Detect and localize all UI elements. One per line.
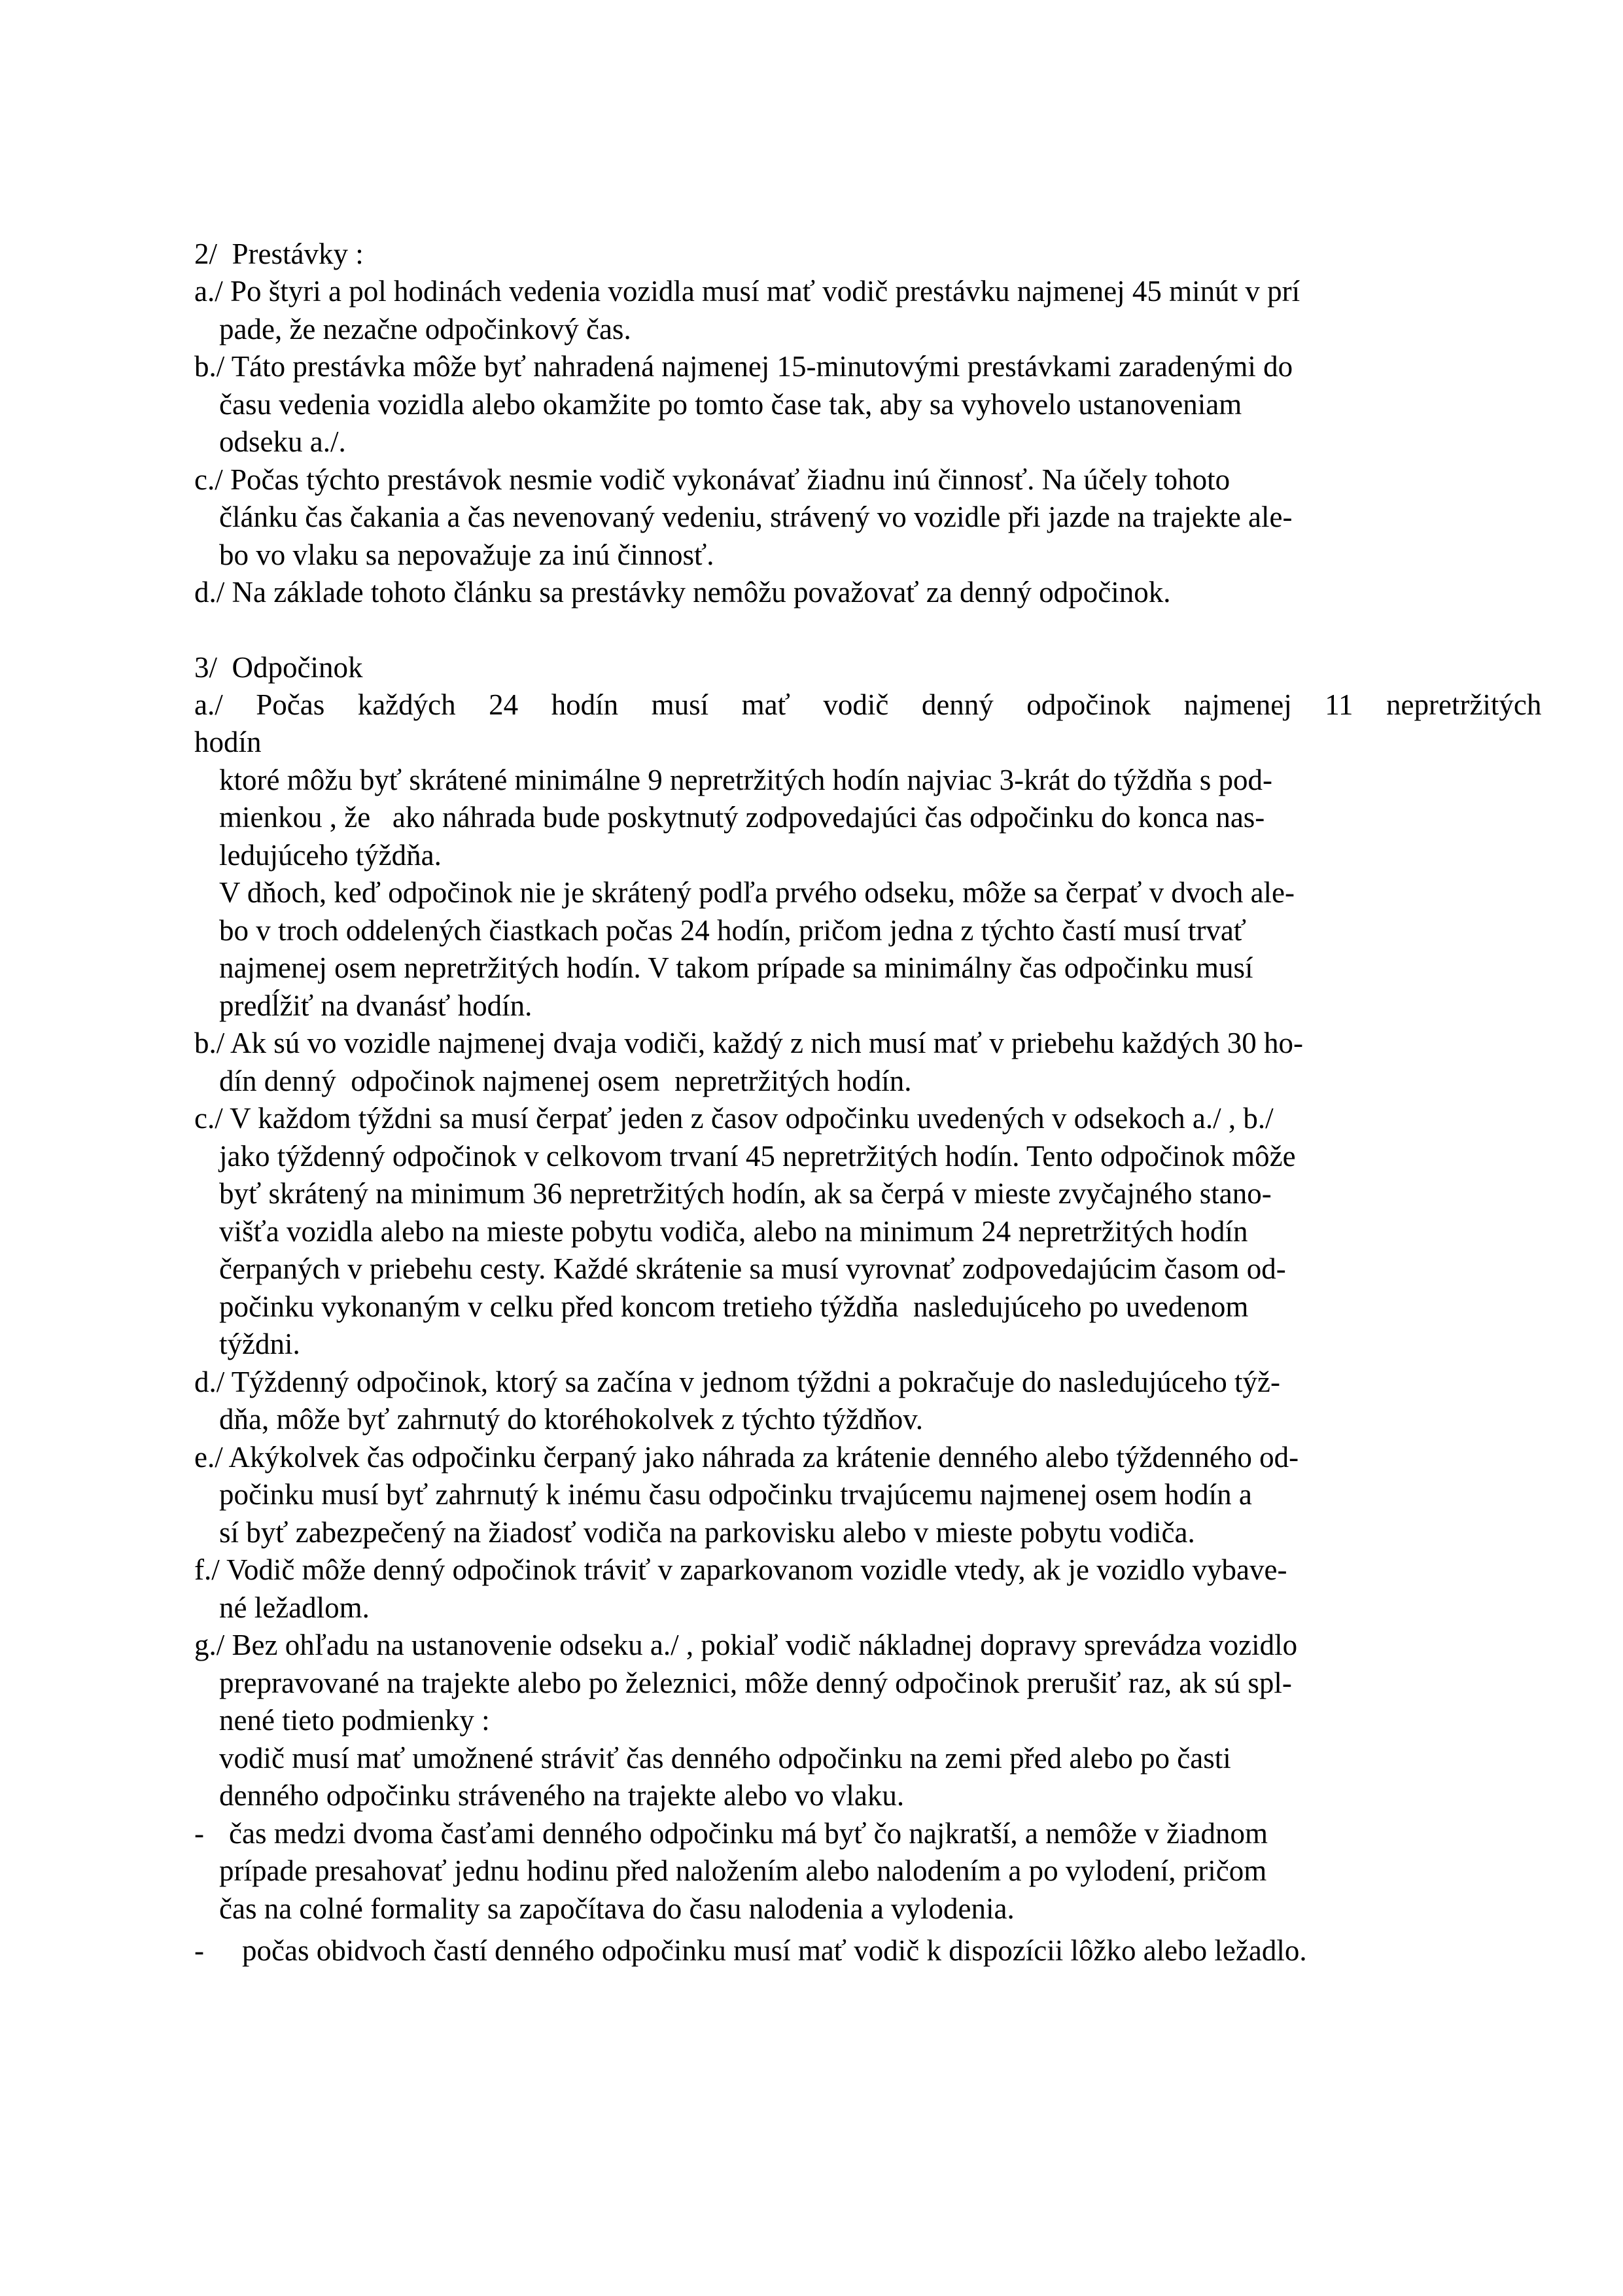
- paragraph-line: b./ Ak sú vo vozidle najmenej dvaja vodiči, každý z nich musí mať v priebehu každých 30 ho-: [194, 1027, 1304, 1059]
- bullet-line: čas na colné formality sa započítava do času nalodenia a vylodenia.: [219, 1892, 1015, 1925]
- paragraph-line: počinku vykonaným v celku před koncom tretieho týždňa nasledujúceho po uvedenom: [219, 1290, 1249, 1323]
- bullet-line: počas obidvoch častí denného odpočinku musí mať vodič k dispozícii lôžko alebo ležadlo.: [242, 1934, 1307, 1967]
- paragraph-line: najmenej osem nepretržitých hodín. V takom prípade sa minimálny čas odpočinku musí: [219, 951, 1253, 984]
- paragraph-line: nené tieto podmienky :: [219, 1704, 490, 1737]
- paragraph-line: jako týždenný odpočinok v celkovom trvaní 45 nepretržitých hodín. Tento odpočinok môže: [219, 1140, 1296, 1173]
- paragraph-line: né ležadlom.: [219, 1591, 370, 1624]
- paragraph-line: višťa vozidla alebo na mieste pobytu vodiča, alebo na minimum 24 nepretržitých hodín: [219, 1215, 1248, 1248]
- paragraph-line: mienkou , že ako náhrada bude poskytnutý zodpovedajúci čas odpočinku do konca nas-: [219, 801, 1265, 834]
- paragraph-line: bo v troch oddelených čiastkach počas 24 hodín, pričom jedna z týchto častí musí trvať: [219, 914, 1247, 947]
- paragraph-line: dín denný odpočinok najmenej osem nepretržitých hodín.: [219, 1065, 912, 1097]
- section-heading-odpocinok: 3/ Odpočinok: [194, 651, 363, 684]
- paragraph-line: a./ Po štyri a pol hodinách vedenia vozidla musí mať vodič prestávku najmenej 45 minút v prí: [194, 275, 1300, 308]
- paragraph-line: ktoré môžu byť skrátené minimálne 9 nepretržitých hodín najviac 3-krát do týždňa s pod-: [219, 764, 1272, 796]
- paragraph-line: V dňoch, keď odpočinok nie je skrátený podľa prvého odseku, môže sa čerpať v dvoch ale-: [219, 876, 1295, 909]
- paragraph-line: e./ Akýkolvek čas odpočinku čerpaný jako náhrada za krátenie denného alebo týždenného od-: [194, 1441, 1299, 1474]
- paragraph-line: denného odpočinku stráveného na trajekte alebo vo vlaku.: [219, 1779, 905, 1812]
- paragraph-line: počinku musí byť zahrnutý k inému času odpočinku trvajúcemu najmenej osem hodín a: [219, 1478, 1252, 1511]
- paragraph-line: času vedenia vozidla alebo okamžite po tomto čase tak, aby sa vyhovelo ustanoveniam: [219, 388, 1242, 421]
- paragraph-line: d./ Na základe tohoto článku sa prestávky nemôžu považovať za denný odpočinok.: [194, 576, 1171, 609]
- paragraph-line: c./ Počas týchto prestávok nesmie vodič vykonávať žiadnu inú činnosť. Na účely tohoto: [194, 463, 1230, 496]
- paragraph-line: c./ V každom týždni sa musí čerpať jeden z časov odpočinku uvedených v odsekoch a./ , b./: [194, 1102, 1274, 1135]
- section-heading-prestavky: 2/ Prestávky :: [194, 238, 364, 270]
- paragraph-line: vodič musí mať umožnené stráviť čas denného odpočinku na zemi před alebo po časti: [219, 1742, 1231, 1775]
- paragraph-line: d./ Týždenný odpočinok, ktorý sa začína v jednom týždni a pokračuje do nasledujúceho týž-: [194, 1366, 1280, 1398]
- bullet-dash-marker: -: [194, 1817, 204, 1850]
- paragraph-line: bo vo vlaku sa nepovažuje za inú činnosť.: [219, 539, 714, 571]
- paragraph-line: predĺžiť na dvanásť hodín.: [219, 989, 532, 1022]
- bullet-line: prípade presahovať jednu hodinu před naložením alebo nalodením a po vylodení, pričom: [219, 1854, 1267, 1887]
- paragraph-line: týždni.: [219, 1328, 300, 1360]
- paragraph-line: prepravované na trajekte alebo po železnici, môže denný odpočinok prerušiť raz, ak sú spl-: [219, 1667, 1292, 1699]
- paragraph-line: sí byť zabezpečený na žiadosť vodiča na parkovisku alebo v mieste pobytu vodiča.: [219, 1516, 1195, 1549]
- paragraph-line: a./ Počas každých 24 hodín musí mať vodič denný odpočinok najmenej 11 nepretržitých: [194, 688, 1542, 721]
- paragraph-line: ledujúceho týždňa.: [219, 839, 442, 872]
- paragraph-line: dňa, môže byť zahrnutý do ktoréhokolvek z týchto týždňov.: [219, 1403, 924, 1436]
- paragraph-line: článku čas čakania a čas nevenovaný vedeniu, strávený vo vozidle při jazde na trajekte ale-: [219, 501, 1293, 533]
- paragraph-line: f./ Vodič môže denný odpočinok tráviť v zaparkovanom vozidle vtedy, ak je vozidlo vybave-: [194, 1553, 1287, 1586]
- paragraph-line: odseku a./.: [219, 425, 346, 458]
- bullet-line: čas medzi dvoma časťami denného odpočinku má byť čo najkratší, a nemôže v žiadnom: [229, 1817, 1268, 1850]
- paragraph-line: byť skrátený na minimum 36 nepretržitých hodín, ak sa čerpá v mieste zvyčajného stano-: [219, 1177, 1272, 1210]
- paragraph-line: pade, že nezačne odpočinkový čas.: [219, 313, 631, 345]
- bullet-dash-marker: -: [194, 1934, 204, 1967]
- paragraph-line: b./ Táto prestávka môže byť nahradená najmenej 15-minutovými prestávkami zaradenými do: [194, 350, 1293, 383]
- paragraph-line: čerpaných v priebehu cesty. Každé skrátenie sa musí vyrovnať zodpovedajúcim časom od-: [219, 1252, 1286, 1285]
- paragraph-line: hodín: [194, 726, 262, 758]
- paragraph-line: g./ Bez ohľadu na ustanovenie odseku a./ , pokiaľ vodič nákladnej dopravy sprevádza vozidlo: [194, 1629, 1298, 1661]
